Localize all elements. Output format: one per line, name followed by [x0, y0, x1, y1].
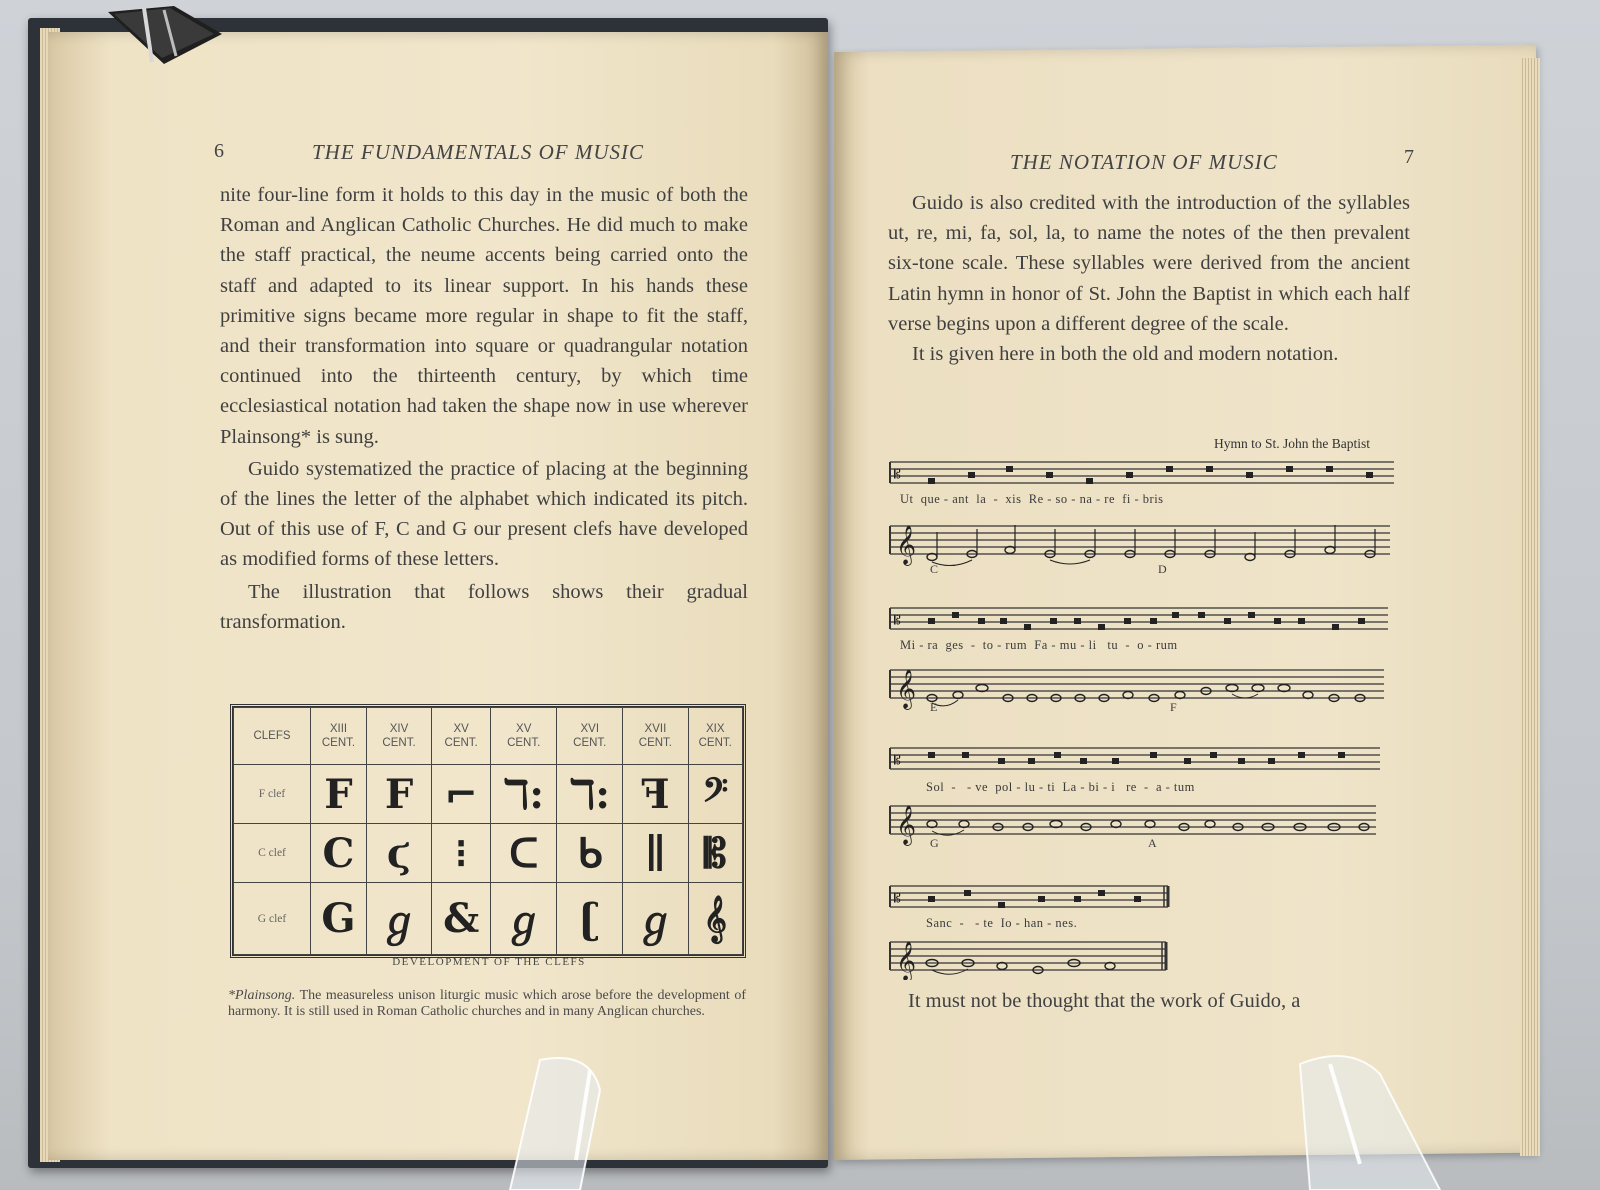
paragraph: The illustration that follows shows their gradual transformation.	[220, 580, 748, 633]
svg-text:𝄞: 𝄞	[896, 805, 917, 845]
left-body-text	[220, 180, 748, 637]
music-system-1	[888, 456, 1398, 580]
f-clef-glyph: ꟻ	[623, 765, 688, 824]
g-clef-glyph: 𝄞	[688, 883, 743, 955]
note-name: E	[930, 700, 938, 714]
running-head-left: THE FUNDAMENTALS OF MUSIC	[312, 140, 645, 164]
hymn-lyrics-3: Sol - - ve pol - lu - ti La - bi - i re - a - tum	[926, 780, 1195, 794]
book-stand-right	[1270, 1044, 1470, 1190]
svg-text:𝄡: 𝄡	[894, 753, 901, 767]
century-header: XVI CENT.	[557, 708, 623, 765]
svg-text:𝄞: 𝄞	[896, 525, 917, 565]
note-name: C	[930, 562, 939, 576]
century-header: XV CENT.	[491, 708, 557, 765]
page-number-left: 6	[214, 140, 224, 162]
hymn-lyrics-2: Mi - ra ges - to - rum Fa - mu - li tu - o - rum	[900, 638, 1178, 652]
hymn-title: Hymn to St. John the Baptist	[1214, 436, 1371, 451]
g-clef-glyph: G	[311, 883, 367, 955]
page-edges-right	[1520, 58, 1540, 1156]
running-head-right: THE NOTATION OF MUSIC	[1010, 150, 1278, 174]
f-clef-glyph: ⌐	[432, 765, 491, 824]
paragraph: It is given here in both the old and modern notation.	[912, 343, 1339, 366]
svg-text:𝄞: 𝄞	[896, 669, 917, 709]
note-name: F	[1170, 700, 1177, 714]
century-header: XV CENT.	[432, 708, 491, 765]
paragraph: Guido systematized the practice of placing at the beginning of the lines the letter of the alphabet which indicated its pitch. Out of this use of F, C and G our present clefs have developed as modified forms of these letters.	[220, 457, 748, 571]
hymn-lyrics-1: Ut que - ant la - xis Re - so - na - re fi - bris	[900, 492, 1164, 506]
row-label-f-clef: F clef	[234, 765, 311, 824]
note-name: D	[1158, 562, 1167, 576]
svg-text:𝄡: 𝄡	[894, 613, 901, 627]
clef-development-table	[230, 704, 746, 958]
c-clef-glyph: ϛ	[366, 824, 431, 883]
g-clef-glyph: ℊ	[491, 883, 557, 955]
century-header: XVII CENT.	[623, 708, 688, 765]
f-clef-glyph: F	[366, 765, 431, 824]
row-label-g-clef: G clef	[234, 883, 311, 955]
hymn-lyrics-4: Sanc - - te Io - han - nes.	[926, 916, 1078, 930]
row-label-c-clef: C clef	[234, 824, 311, 883]
g-clef-glyph: ʗ	[557, 883, 623, 955]
binder-clip-icon	[104, 4, 224, 66]
page-number-right: 7	[1404, 146, 1414, 168]
g-clef-glyph: &	[432, 883, 491, 955]
paragraph: nite four-line form it holds to this day in the music of both the Roman and Anglican Catholic Churches. He did much to make the staff practical, the neume accents being carried onto the staff and adapted to its linear support. In his hands these primitive signs became more regular in shape to fit the staff, and their transformation into square or quadrangular notation continued into the thirteenth century, by which time ecclesiastical notation had taken the shape now in use wherever Plainsong* is sung.	[220, 184, 748, 448]
music-system-3	[888, 742, 1398, 854]
footnote-lead: *Plainsong.	[228, 988, 296, 1003]
c-clef-glyph: ᑲ	[557, 824, 623, 883]
music-system-2	[888, 602, 1398, 722]
footnote	[228, 988, 746, 1020]
table-corner: CLEFS	[234, 708, 311, 765]
paragraph: Guido is also credited with the introduction of the syllables ut, re, mi, fa, sol, la, to name the notes of the then prevalent six-tone scale. These syllables were derived from the ancient Latin hymn in honor of St. John the Baptist in which each half verse begins upon a different degree of the scale.	[888, 192, 1410, 335]
table-caption: DEVELOPMENT OF THE CLEFS	[392, 956, 586, 968]
c-clef-glyph: ∥	[623, 824, 688, 883]
century-header: XIV CENT.	[366, 708, 431, 765]
c-clef-glyph: ᑕ	[491, 824, 557, 883]
note-name: G	[930, 836, 939, 850]
f-clef-glyph: 𝄢	[688, 765, 743, 824]
c-clef-glyph: C	[311, 824, 367, 883]
svg-text:𝄞: 𝄞	[896, 941, 917, 980]
footnote-text: The measureless unison liturgic music which arose before the development of harmony. It is still used in Roman Catholic churches and in many Anglican churches.	[228, 988, 746, 1019]
f-clef-glyph: F	[311, 765, 367, 824]
century-header: XIX CENT.	[688, 708, 743, 765]
svg-text:𝄡: 𝄡	[894, 467, 901, 481]
f-clef-glyph: ℸ:	[491, 765, 557, 824]
c-clef-glyph: ⁝	[432, 824, 491, 883]
note-name: A	[1148, 836, 1157, 850]
c-clef-glyph: 𝄡	[688, 824, 743, 883]
svg-text:𝄡: 𝄡	[894, 891, 901, 905]
g-clef-glyph: ℊ	[623, 883, 688, 955]
g-clef-glyph: ℊ	[366, 883, 431, 955]
book-stand-left	[480, 1050, 660, 1190]
century-header: XIII CENT.	[311, 708, 367, 765]
f-clef-glyph: ℸ:	[557, 765, 623, 824]
closing-line: It must not be thought that the work of Guido, a	[908, 990, 1301, 1012]
